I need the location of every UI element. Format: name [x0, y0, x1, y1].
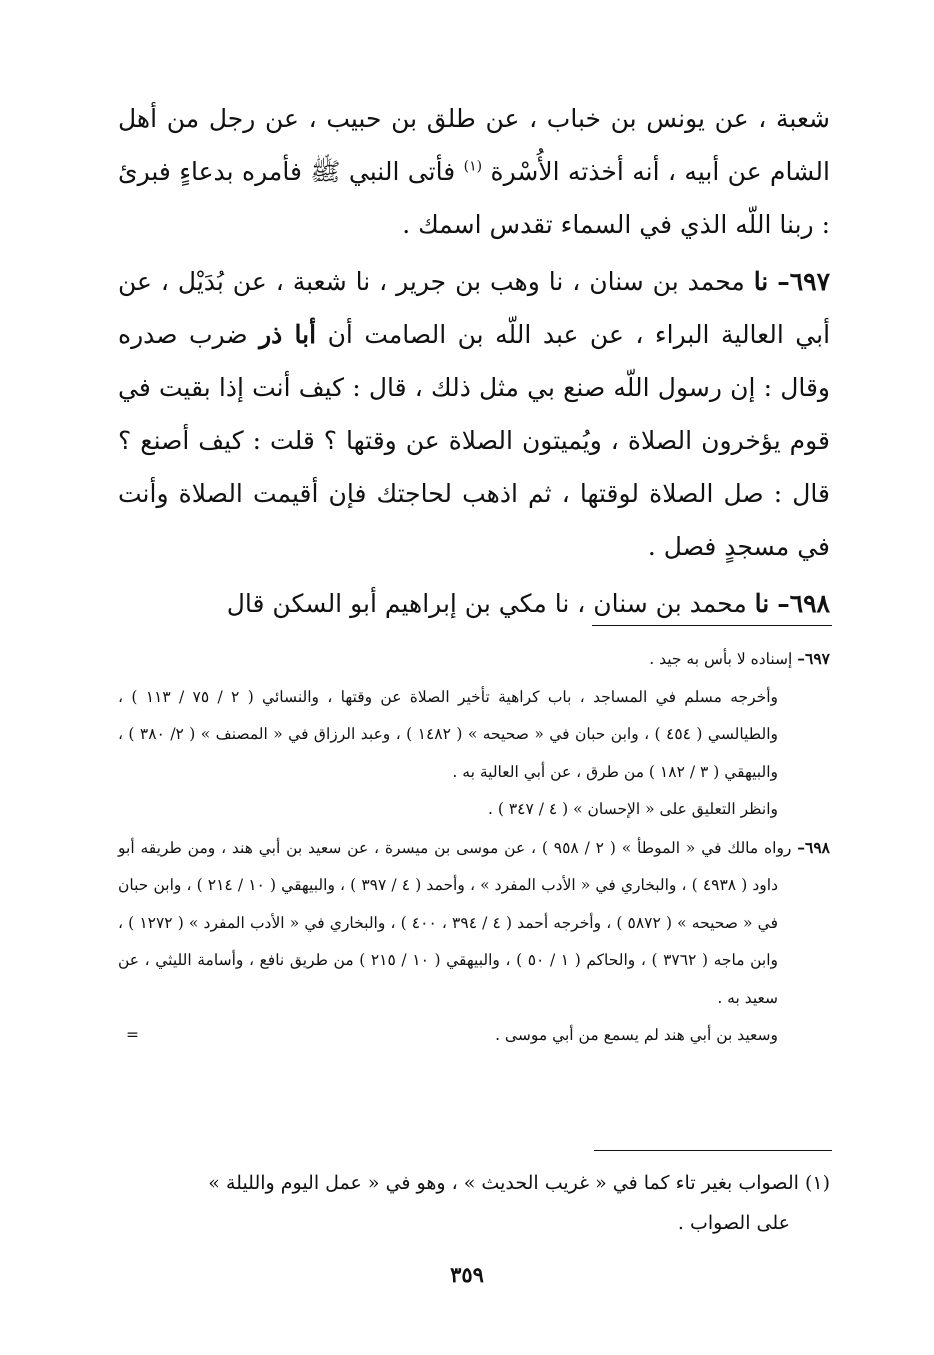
note-698-last-line — [118, 1017, 830, 1055]
footnote-number: (١) — [804, 1172, 830, 1194]
footnote-reference: (١) — [463, 158, 483, 175]
footnote-divider — [594, 1150, 832, 1151]
footnote-text: الصواب بغير تاء كما في « غريب الحديث » ، وهو في « عمل اليوم والليلة » — [208, 1172, 799, 1194]
paragraph-text: فأتى النبي ﷺ فأمره بدعاءٍ فبرئ : ربنا اللّه الذي في السماء تقدس اسمك . — [118, 157, 830, 239]
hadith-text: ضرب صدره وقال : إن رسول اللّه صنع بي مثل ذلك ، قال : كيف أنت إذا بقيت في قوم يؤخرون الصلاة ، ويُميتون الصلاة عن وقتها ؟ قلت : كيف أصنع ؟ قال : صل الصلاة لوقتها ، ثم اذهب لحاجتك فإن أقيمت الصلاة وأنت في مسجدٍ فصل . — [118, 320, 830, 561]
notes-divider — [592, 625, 832, 626]
note-text: إسناده لا بأس به جيد . — [649, 650, 793, 668]
continuation-mark: = — [126, 1026, 139, 1044]
note-697-body: وأخرجه مسلم في المساجد ، باب كراهية تأخير الصلاة عن وقتها ، والنسائي ( ٢ / ٧٥ / ١١٣ ) ، والطيالسي ( ٤٥٤ ) ، وابن حبان في « صحيحه » ( ١٤٨٢ ) ، وعبد الرزاق في « المصنف » ( ٢/ ٣٨٠ ) ، والبيهقي ( ٣ / ١٨٢ ) من طرق ، عن أبي العالية به . — [118, 687, 779, 781]
narration-marker: نا — [754, 589, 770, 618]
hadith-number: ٦٩٨– — [777, 589, 830, 618]
note-number: ٦٩٧– — [797, 649, 830, 668]
note-697-ref: وانظر التعليق على « الإحسان » ( ٤ / ٣٤٧ ) . — [488, 800, 778, 818]
hadith-number: ٦٩٧– — [777, 267, 831, 296]
narration-marker: نا — [753, 267, 769, 296]
page-number: ٣٥٩ — [450, 1262, 484, 1287]
paragraph-continuation — [118, 92, 830, 251]
note-text: وسعيد بن أبي هند لم يسمع من أبي موسى . — [495, 1026, 778, 1044]
narrator-name: أبا ذر — [259, 320, 317, 349]
note-number: ٦٩٨– — [797, 837, 830, 857]
note-697-head — [118, 640, 830, 679]
note-698-body — [118, 829, 830, 1018]
footnote — [118, 1163, 830, 1243]
hadith-698 — [118, 577, 830, 630]
footnote-continuation: على الصواب . — [677, 1212, 790, 1234]
paragraph-text: شعبة ، عن يونس بن خباب ، عن طلق بن حبيب ، عن رجل من أهل الشام عن أبيه ، أنه أخذته الأُسْرة — [118, 104, 830, 186]
hadith-697 — [118, 255, 830, 573]
hadith-text: محمد بن سنان ، نا وهب بن جرير ، نا شعبة ، عن بُدَيْل ، عن أبي العالية البراء ، عن عبد اللّه بن الصامت أن — [118, 267, 831, 349]
footnote-line — [118, 1163, 830, 1203]
takhrij-notes — [118, 640, 830, 1055]
main-text — [118, 92, 830, 630]
hadith-text: محمد بن سنان ، نا مكي بن إبراهيم أبو السكن قال — [226, 589, 747, 618]
note-text: رواه مالك في « الموطأ » ( ٢ / ٩٥٨ ) ، عن موسى بن ميسرة ، عن سعيد بن أبي هند ، ومن طريقه أبو داود ( ٤٩٣٨ ) ، والبخاري في « الأدب المفرد » ، وأحمد ( ٤ / ٣٩٧ ) ، والبيهقي ( ١٠ / ٢١٤ ) ، وابن حبان في « صحيحه » ( ٥٨٧٢ ) ، وأخرجه أحمد ( ٤ / ٣٩٤ ، ٤٠٠ ) ، والبخاري في « الأدب المفرد » ( ١٢٧٢ ) ، وابن ماجه ( ٣٧٦٢ ) ، والحاكم ( ١ / ٥٠ ) ، والبيهقي ( ١٠ / ٢١٥ ) من طريق نافع ، وأسامة الليثي ، عن سعيد به . — [118, 838, 792, 1007]
